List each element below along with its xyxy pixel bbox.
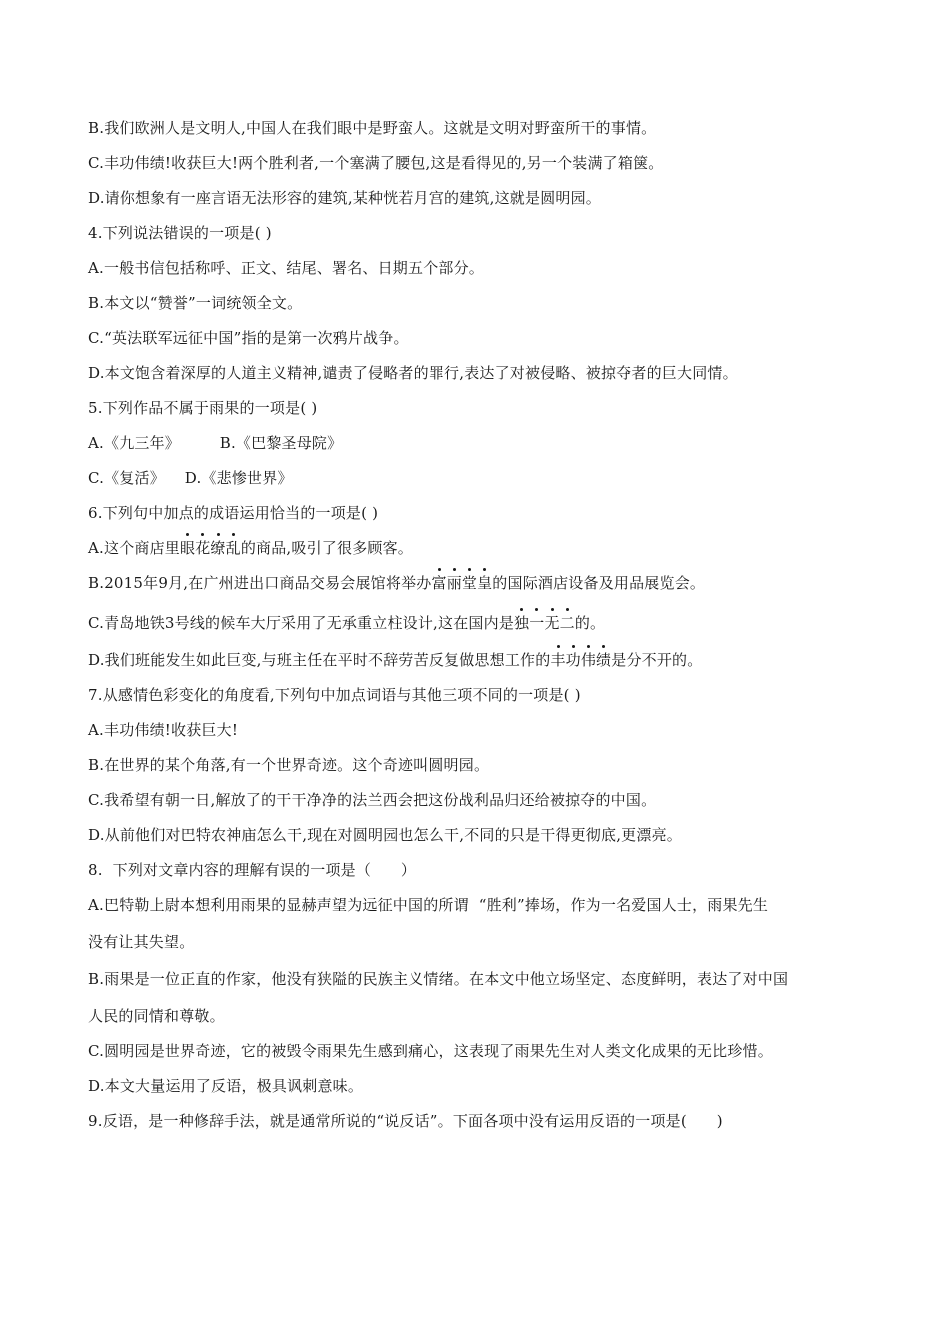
option-3d: D.请你想象有一座言语无法形容的建筑,某种恍若月宫的建筑,这就是圆明园。 — [88, 189, 601, 207]
emphasis-dot-char: 缭 — [210, 539, 226, 557]
option-8b-line2: 人民的同情和尊敬。 — [88, 1007, 225, 1025]
option-7a: A.丰功伟绩!收获巨大! — [88, 721, 239, 739]
option-7c: C.我希望有朝一日,解放了的干干净净的法兰西会把这份战利品归还给被掠夺的中国。 — [88, 791, 657, 809]
option-7b: B.在世界的某个角落,有一个世界奇迹。这个奇迹叫圆明园。 — [88, 756, 490, 774]
emphasis-dot-char: 堂 — [461, 574, 478, 592]
option-4b: B.本文以“赞誉”一词统领全文。 — [88, 294, 303, 312]
option-8d: D.本文大量运用了反语，极具讽刺意味。 — [88, 1077, 364, 1095]
option-8a-line1: A.巴特勒上尉本想利用雨果的显赫声望为远征中国的所谓 “胜利”捧场，作为一名爱国人士，雨果先生 — [88, 896, 769, 914]
option-6c — [88, 613, 868, 633]
option-8b-line1: B.雨果是一位正直的作家，他没有狭隘的民族主义情绪。在本文中他立场坚定、态度鲜明，表达了对中国 — [88, 970, 789, 988]
emphasis-dot-char: 独 — [514, 614, 530, 632]
question-4: 4.下列说法错误的一项是( ) — [88, 224, 272, 242]
option-4c: C.“英法联军远征中国”指的是第一次鸦片战争。 — [88, 329, 409, 347]
option-8a-line2: 没有让其失望。 — [88, 933, 195, 951]
emphasis-dot-char: 乱 — [225, 539, 241, 557]
emphasis-dot-char: 富 — [431, 574, 447, 592]
option-6b — [88, 573, 868, 593]
option-6a-dotted — [180, 539, 241, 557]
option-6d-pre: D.我们班能发生如此巨变,与班主任在平时不辞劳苦反复做思想工作的 — [88, 651, 551, 669]
option-6d-dotted — [550, 651, 611, 669]
option-6d-post: 是分不开的。 — [611, 651, 703, 669]
question-6: 6.下列句中加点的成语运用恰当的一项是( ) — [88, 504, 379, 522]
question-8: 8. 下列对文章内容的理解有误的一项是（ ） — [88, 861, 417, 879]
emphasis-dot-char: 丰 — [550, 651, 566, 669]
option-6b-post: 的国际酒店设备及用品展览会。 — [492, 574, 706, 592]
option-8c: C.圆明园是世界奇迹，它的被毁令雨果先生感到痛心，这表现了雨果先生对人类文化成果的无比珍惜。 — [88, 1042, 773, 1060]
option-3b: B.我们欧洲人是文明人,中国人在我们眼中是野蛮人。这就是文明对野蛮所干的事情。 — [88, 119, 657, 137]
option-6a-post: 的商品,吸引了很多顾客。 — [240, 539, 413, 557]
emphasis-dot-char: 无 — [544, 614, 560, 632]
option-7d: D.从前他们对巴特农神庙怎么干,现在对圆明园也怎么干,不同的只是干得更彻底,更漂亮。 — [88, 826, 682, 844]
option-6d — [88, 650, 868, 670]
emphasis-dot-char: 伟 — [580, 651, 597, 669]
question-9: 9.反语，是一种修辞手法，就是通常所说的“说反话”。下面各项中没有运用反语的一项是( ) — [88, 1112, 723, 1130]
question-7: 7.从感情色彩变化的角度看,下列句中加点词语与其他三项不同的一项是( ) — [88, 686, 581, 704]
option-5ab: A.《九三年》 B.《巴黎圣母院》 — [88, 434, 343, 452]
option-3c: C.丰功伟绩!收获巨大!两个胜利者,一个塞满了腰包,这是看得见的,另一个装满了箱箧。 — [88, 154, 664, 172]
emphasis-dot-char: 功 — [565, 651, 581, 669]
emphasis-dot-char: 二 — [559, 614, 575, 632]
option-4a: A.一般书信包括称呼、正文、结尾、署名、日期五个部分。 — [88, 259, 485, 277]
option-6a — [88, 538, 868, 558]
option-4d: D.本文饱含着深厚的人道主义精神,谴责了侵略者的罪行,表达了对被侵略、被掠夺者的巨大同情。 — [88, 364, 738, 382]
option-5cd: C.《复活》 D.《悲惨世界》 — [88, 469, 293, 487]
emphasis-dot-char: 花 — [195, 539, 211, 557]
option-6b-pre: B.2015年9月,在广州进出口商品交易会展馆将举办 — [88, 574, 432, 592]
emphasis-dot-char: 绩 — [596, 651, 612, 669]
option-6c-pre: C.青岛地铁3号线的候车大厅采用了无承重立柱设计,这在国内是 — [88, 614, 515, 632]
option-6c-post: 的。 — [574, 614, 606, 632]
emphasis-dot-char: 皇 — [477, 574, 493, 592]
emphasis-dot-char: 一 — [529, 614, 545, 632]
emphasis-dot-char: 丽 — [446, 574, 462, 592]
question-5: 5.下列作品不属于雨果的一项是( ) — [88, 399, 318, 417]
emphasis-dot-char: 眼 — [180, 539, 196, 557]
option-6c-dotted — [514, 614, 575, 632]
option-6b-dotted — [431, 574, 492, 592]
option-6a-pre: A.这个商店里 — [88, 539, 181, 557]
